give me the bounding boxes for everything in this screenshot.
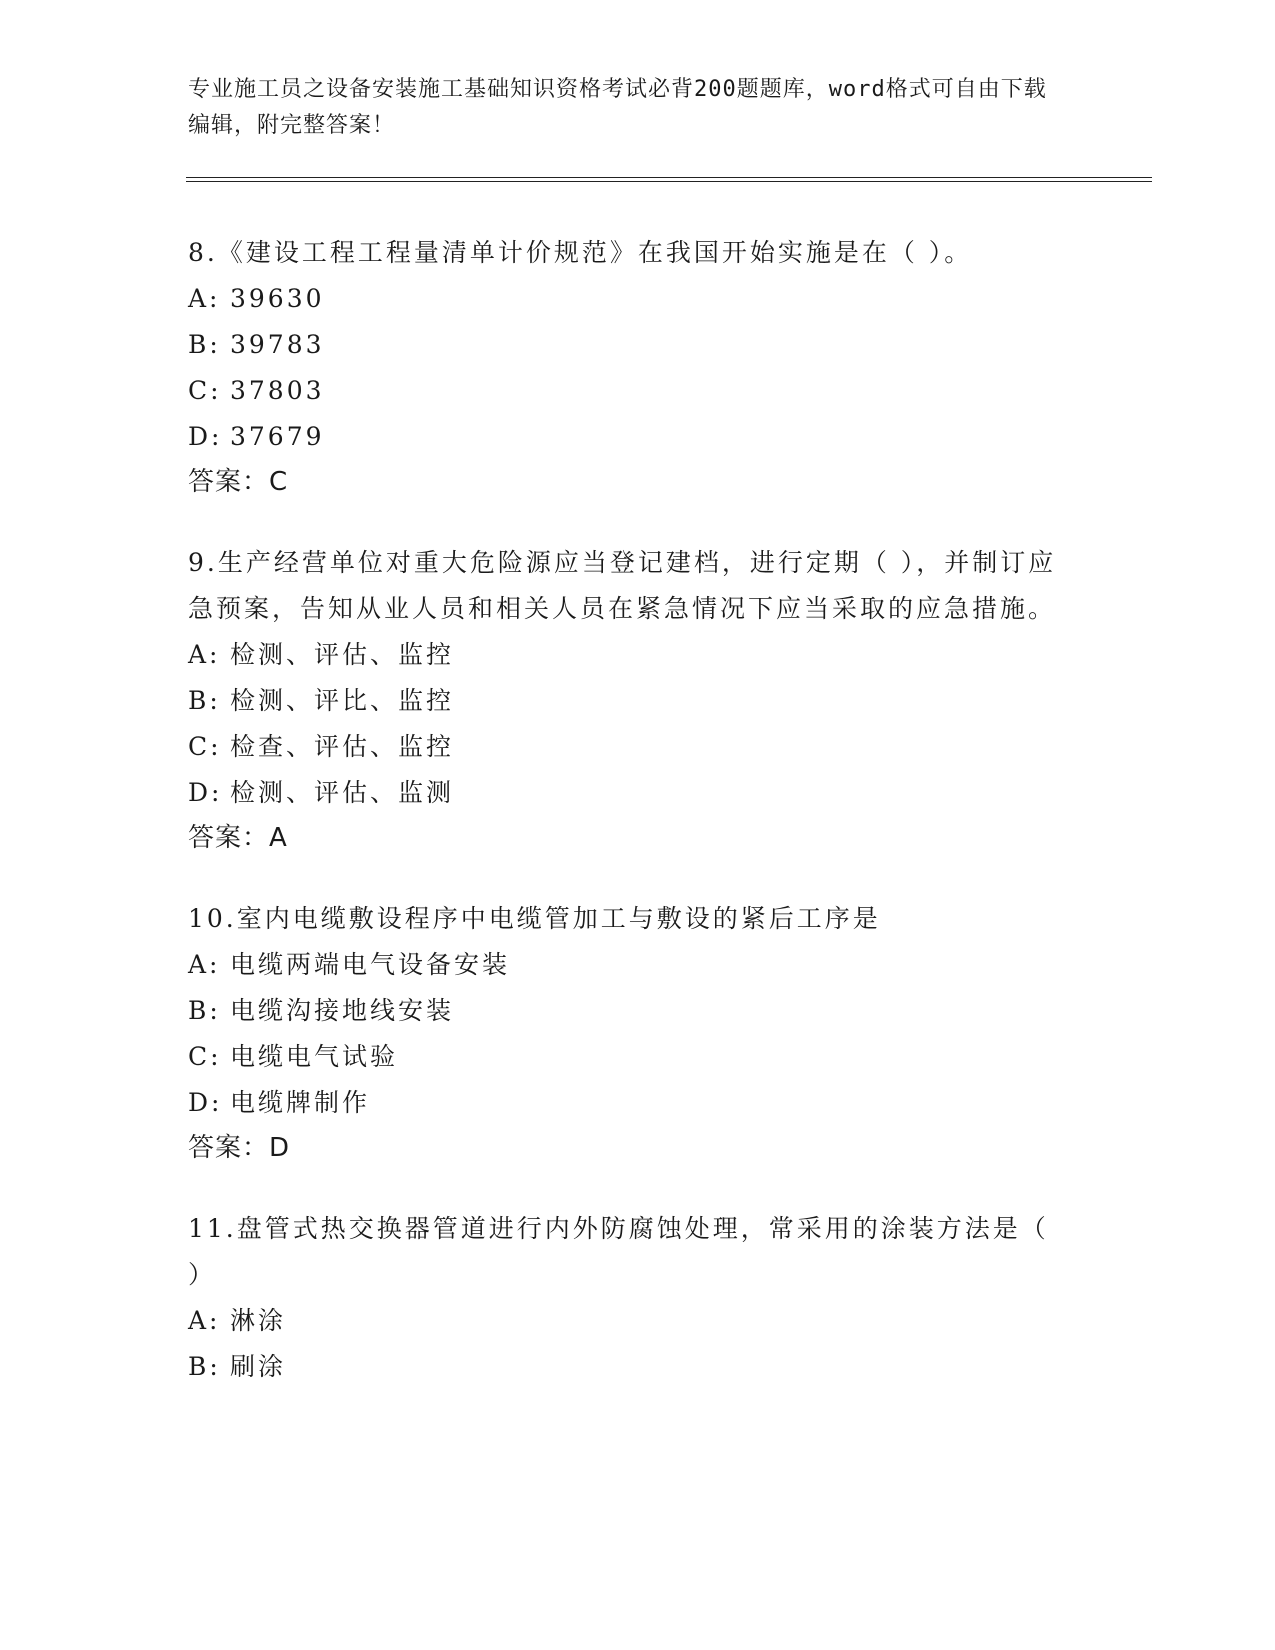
option-letter: B: xyxy=(188,1352,221,1381)
option-a xyxy=(188,276,1088,322)
option-a xyxy=(188,942,1088,988)
option-a xyxy=(188,632,1088,678)
option-text: 刷涂 xyxy=(230,1352,287,1381)
answer-line: 答案：C xyxy=(188,467,289,497)
option-letter: C: xyxy=(188,1042,222,1071)
option-c xyxy=(188,724,1088,770)
question-stem: 10.室内电缆敷设程序中电缆管加工与敷设的紧后工序是 xyxy=(188,904,881,933)
option-text: 检测、评估、监控 xyxy=(230,640,455,669)
option-b xyxy=(188,678,1088,724)
option-text: 39630 xyxy=(230,284,325,313)
option-b xyxy=(188,322,1088,368)
option-letter: B: xyxy=(188,686,221,715)
option-text: 37679 xyxy=(230,422,325,451)
option-letter: C: xyxy=(188,376,222,405)
answer-line: 答案：A xyxy=(188,823,288,853)
option-text: 检测、评估、监测 xyxy=(230,778,455,807)
option-letter: C: xyxy=(188,732,222,761)
option-text: 淋涂 xyxy=(230,1306,287,1335)
option-text: 检查、评估、监控 xyxy=(230,732,455,761)
question-11 xyxy=(188,1206,1088,1390)
option-a xyxy=(188,1298,1088,1344)
header-rule-bottom xyxy=(186,181,1152,182)
option-d xyxy=(188,770,1088,816)
option-letter: A: xyxy=(188,284,221,313)
question-10 xyxy=(188,896,1088,1170)
option-text: 电缆电气试验 xyxy=(230,1042,399,1071)
question-list xyxy=(188,230,1088,1426)
option-letter: B: xyxy=(188,996,221,1025)
option-text: 电缆沟接地线安装 xyxy=(230,996,455,1025)
option-letter: A: xyxy=(188,640,221,669)
option-d xyxy=(188,1080,1088,1126)
option-letter: A: xyxy=(188,950,221,979)
option-d xyxy=(188,414,1088,460)
option-letter: D: xyxy=(188,422,223,451)
option-letter: D: xyxy=(188,778,223,807)
question-8 xyxy=(188,230,1088,504)
question-stem: 9.生产经营单位对重大危险源应当登记建档，进行定期（ ），并制订应急预案，告知从业人员和相关人员在紧急情况下应当采取的应急措施。 xyxy=(188,548,1057,623)
option-text: 电缆牌制作 xyxy=(230,1088,371,1117)
option-letter: B: xyxy=(188,330,221,359)
option-b xyxy=(188,1344,1088,1390)
question-9 xyxy=(188,540,1088,860)
question-stem: 8.《建设工程工程量清单计价规范》在我国开始实施是在（ ）。 xyxy=(188,238,973,267)
option-text: 检测、评比、监控 xyxy=(230,686,455,715)
option-text: 39783 xyxy=(230,330,325,359)
answer-line: 答案：D xyxy=(188,1133,291,1163)
question-stem: 11.盘管式热交换器管道进行内外防腐蚀处理，常采用的涂装方法是（ ） xyxy=(188,1214,1049,1289)
option-text: 37803 xyxy=(230,376,325,405)
header-rule-top xyxy=(186,177,1152,178)
document-header: 专业施工员之设备安装施工基础知识资格考试必背200题题库，word格式可自由下载编辑，附完整答案！ xyxy=(188,77,1047,138)
option-b xyxy=(188,988,1088,1034)
option-letter: A: xyxy=(188,1306,221,1335)
option-c xyxy=(188,368,1088,414)
option-text: 电缆两端电气设备安装 xyxy=(230,950,511,979)
option-c xyxy=(188,1034,1088,1080)
option-letter: D: xyxy=(188,1088,223,1117)
